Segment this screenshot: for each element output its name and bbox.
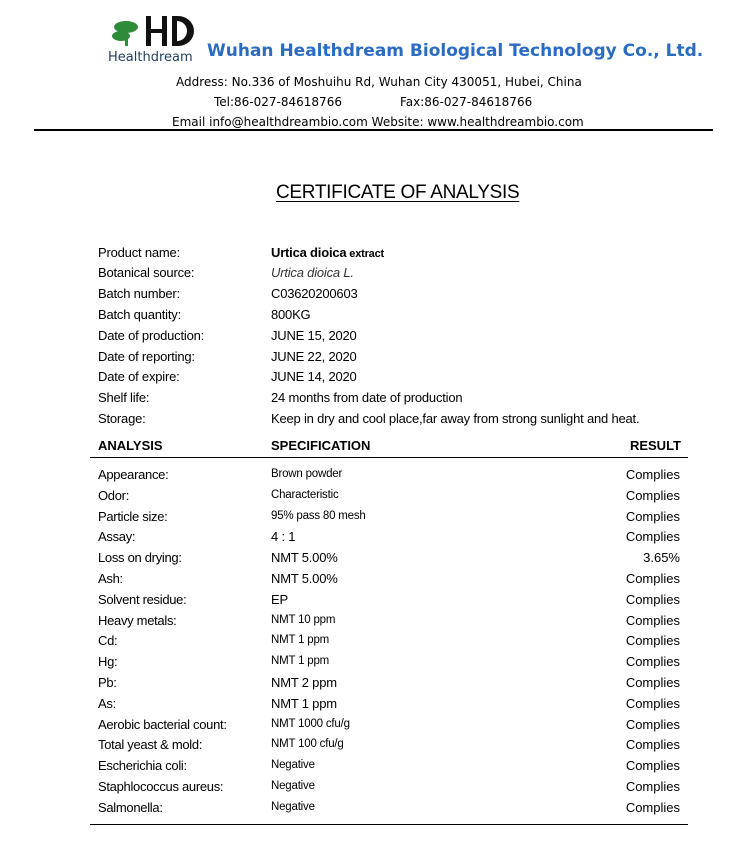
analysis-item: Particle size: [98, 509, 168, 524]
analysis-specification: Negative [271, 780, 315, 792]
column-header-result: RESULT [629, 438, 681, 453]
analysis-item: Ash: [98, 571, 123, 586]
analysis-specification: NMT 10 ppm [271, 614, 336, 626]
analysis-result: Complies [625, 737, 680, 752]
analysis-item: Escherichia coli: [98, 758, 187, 773]
table-header-divider [90, 457, 688, 458]
analysis-item: Heavy metals: [98, 613, 177, 628]
analysis-specification: NMT 5.00% [271, 550, 338, 565]
analysis-result: Complies [625, 529, 680, 544]
analysis-item: Cd: [98, 633, 118, 648]
info-label: Batch number: [98, 286, 180, 301]
analysis-result: Complies [625, 633, 680, 648]
analysis-item: As: [98, 696, 116, 711]
analysis-specification: Characteristic [271, 489, 339, 501]
info-value: JUNE 14, 2020 [271, 369, 357, 384]
analysis-item: Aerobic bacterial count: [98, 717, 227, 732]
analysis-specification: 95% pass 80 mesh [271, 510, 366, 522]
analysis-specification: Negative [271, 801, 315, 813]
analysis-specification: NMT 5.00% [271, 571, 338, 586]
info-label: Date of production: [98, 328, 205, 343]
analysis-result: Complies [625, 509, 680, 524]
analysis-result: Complies [625, 717, 680, 732]
info-value: JUNE 22, 2020 [271, 349, 357, 364]
company-name: Wuhan Healthdream Biological Technology Co., Ltd. [207, 41, 704, 61]
analysis-item: Loss on drying: [98, 550, 182, 565]
product-name: Urtica dioica [271, 245, 347, 260]
analysis-result: Complies [625, 467, 680, 482]
analysis-item: Staphlococcus aureus: [98, 779, 224, 794]
info-label: Botanical source: [98, 265, 195, 280]
info-value: JUNE 15, 2020 [271, 328, 357, 343]
analysis-specification: NMT 1 ppm [271, 634, 330, 646]
document-title: CERTIFICATE OF ANALYSIS [276, 182, 520, 203]
analysis-item: Appearance: [98, 467, 169, 482]
analysis-result: Complies [625, 654, 680, 669]
company-fax: Fax:86-027-84618766 [400, 95, 533, 109]
analysis-specification: Negative [271, 759, 315, 771]
company-tel: Tel:86-027-84618766 [214, 95, 342, 109]
info-value: Urtica dioica L. [271, 265, 354, 280]
company-email-website: Email info@healthdreambio.com Website: www.healthdreambio.com [172, 115, 584, 129]
analysis-item: Solvent residue: [98, 592, 187, 607]
analysis-specification: NMT 1 ppm [271, 655, 330, 667]
product-name-value [271, 245, 384, 260]
analysis-result: Complies [625, 571, 680, 586]
info-label: Storage: [98, 411, 146, 426]
analysis-specification: Brown powder [271, 468, 343, 480]
info-label: Shelf life: [98, 390, 150, 405]
analysis-result: Complies [625, 779, 680, 794]
analysis-item: Total yeast & mold: [98, 737, 203, 752]
analysis-item: Hg: [98, 654, 118, 669]
info-label: Product name: [98, 245, 180, 260]
info-value: 24 months from date of production [271, 390, 463, 405]
analysis-specification: NMT 100 cfu/g [271, 738, 344, 750]
analysis-item: Odor: [98, 488, 130, 503]
info-value: C03620200603 [271, 286, 358, 301]
analysis-result: 3.65% [643, 550, 680, 565]
analysis-item: Assay: [98, 529, 136, 544]
info-value: 800KG [271, 307, 311, 322]
table-bottom-divider [90, 824, 688, 825]
analysis-result: Complies [625, 613, 680, 628]
analysis-item: Salmonella: [98, 800, 163, 815]
analysis-specification: EP [271, 592, 288, 607]
analysis-result: Complies [625, 488, 680, 503]
info-value: Keep in dry and cool place,far away from strong sunlight and heat. [271, 411, 640, 426]
analysis-specification: NMT 1000 cfu/g [271, 718, 350, 730]
header-divider [34, 129, 713, 131]
analysis-result: Complies [625, 696, 680, 711]
analysis-specification: 4 : 1 [271, 529, 296, 544]
logo-caption: Healthdream [108, 50, 193, 65]
analysis-specification: NMT 2 ppm [271, 675, 337, 690]
product-name-suffix: extract [346, 248, 384, 260]
info-label: Date of reporting: [98, 349, 195, 364]
analysis-result: Complies [625, 592, 680, 607]
info-label: Date of expire: [98, 369, 180, 384]
analysis-result: Complies [625, 675, 680, 690]
analysis-result: Complies [625, 800, 680, 815]
info-label: Batch quantity: [98, 307, 181, 322]
analysis-item: Pb: [98, 675, 117, 690]
column-header-specification: SPECIFICATION [271, 438, 371, 453]
column-header-analysis: ANALYSIS [98, 438, 163, 453]
company-address: Address: No.336 of Moshuihu Rd, Wuhan City 430051, Hubei, China [176, 75, 582, 89]
analysis-result: Complies [625, 758, 680, 773]
analysis-specification: NMT 1 ppm [271, 696, 337, 711]
